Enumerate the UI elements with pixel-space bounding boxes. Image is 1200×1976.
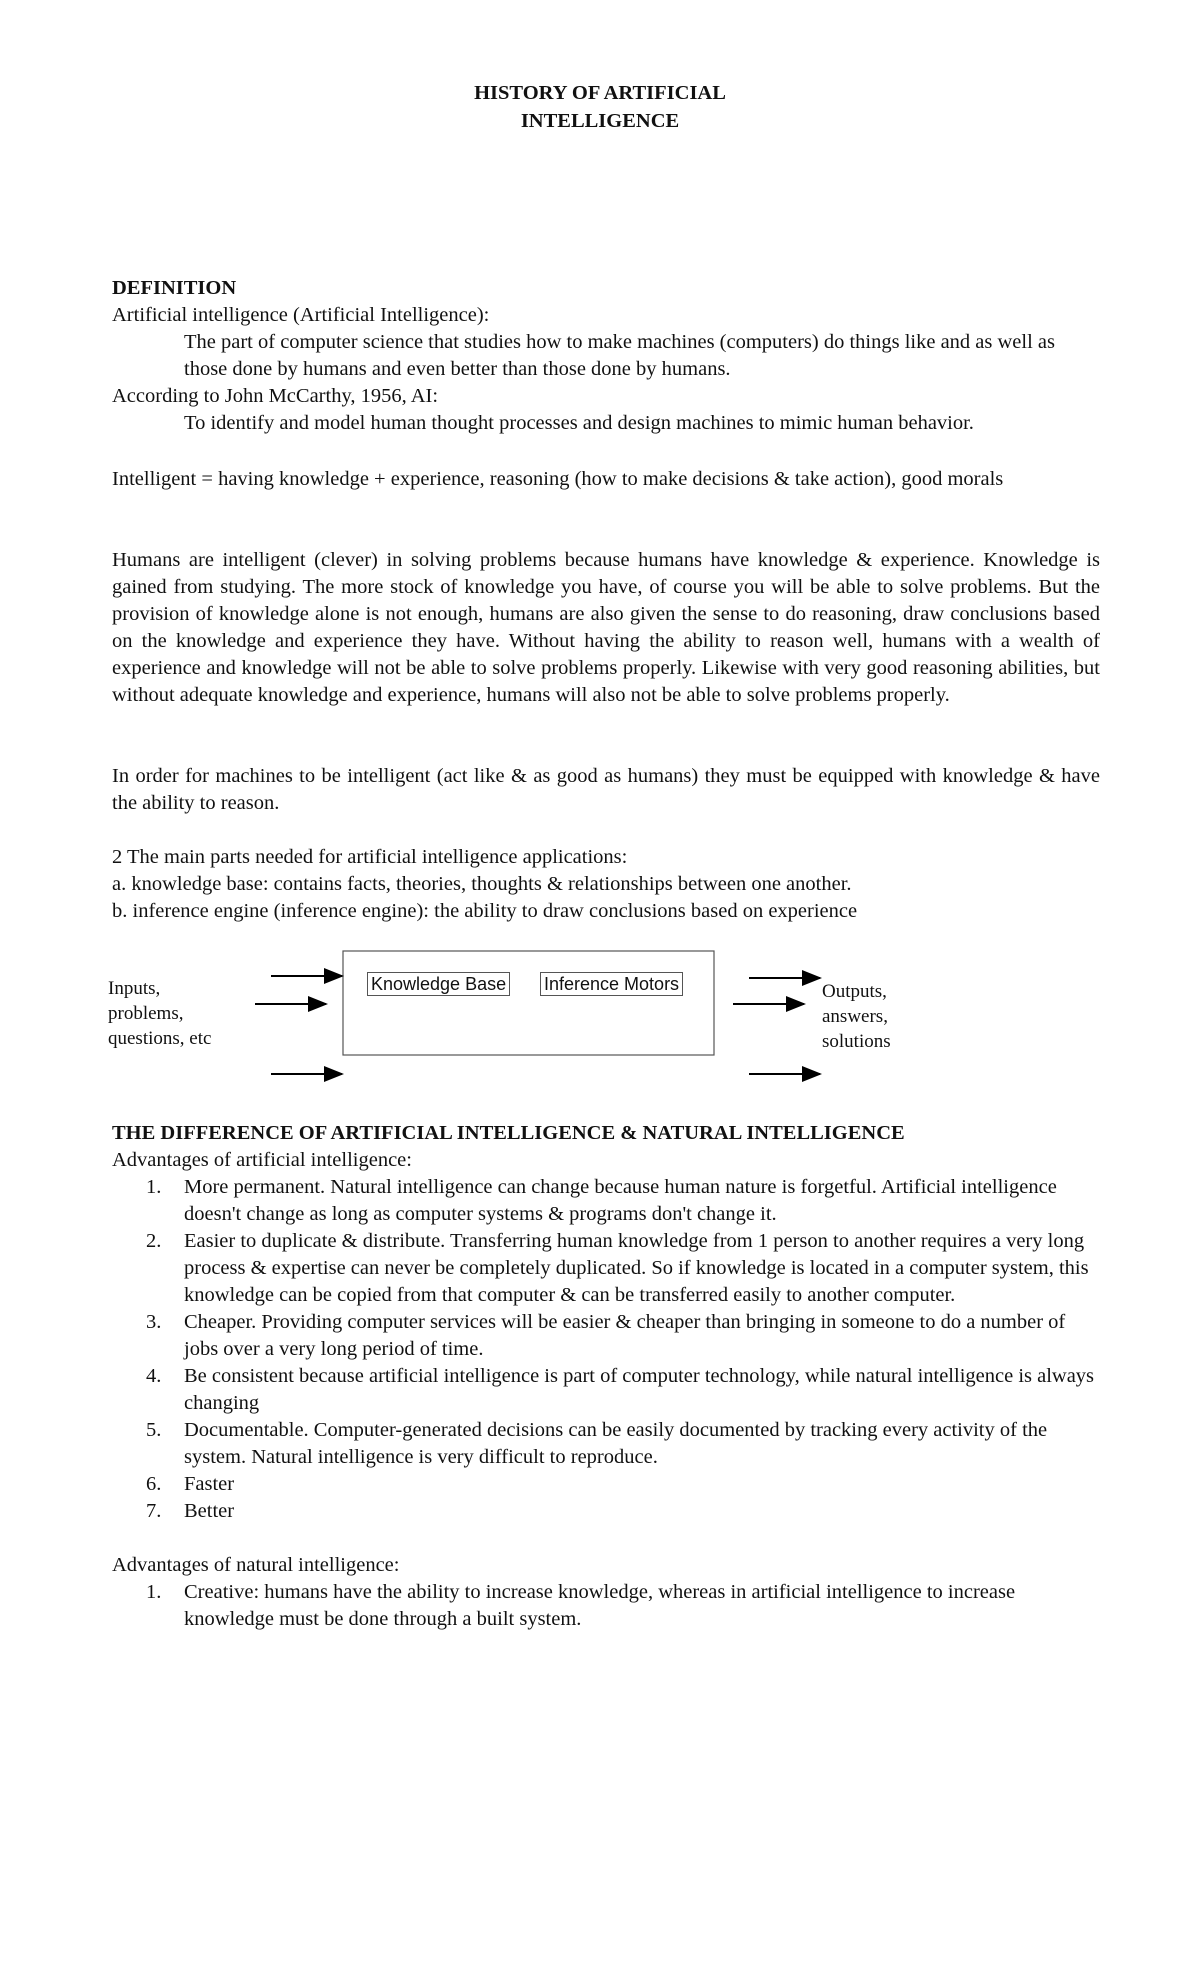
parts-item-b: b. inference engine (inference engine): the ability to draw conclusions based on experience [112, 900, 858, 922]
list-item [112, 1579, 1100, 1633]
diagram-inputs [108, 976, 211, 1051]
humans-paragraph [112, 547, 1100, 709]
intelligent-definition [112, 466, 1100, 493]
definition-term: Artificial intelligence (Artificial Intelligence): [112, 304, 490, 326]
definition-mccarthy: According to John McCarthy, 1956, AI: [112, 385, 439, 407]
list-item-number: 5. [146, 1419, 162, 1441]
machines-text: In order for machines to be intelligent (act like & as good as humans) they must be equipped with knowledge & have the ability to reason. [112, 765, 1100, 814]
intelligent-text: Intelligent = having knowledge + experience, reasoning (how to make decisions & take action), good morals [112, 468, 1004, 490]
list-item [112, 1363, 1100, 1417]
list-item-number: 7. [146, 1500, 162, 1522]
knowledge-base-label: Knowledge Base [367, 972, 510, 996]
inference-motors-label: Inference Motors [540, 972, 683, 996]
difference-section [112, 1120, 1100, 1633]
humans-text: Humans are intelligent (clever) in solving problems because humans have knowledge & experience. Knowledge is gained from studying. The more stock of knowledge you have, of course you will be able to solve problems. But the provision of knowledge alone is not enough, humans are also given the sense to do reasoning, draw conclusions based on the knowledge and experience they have. Without having the ability to reason well, humans with a wealth of experience and knowledge will not be able to solve problems properly. Likewise with very good reasoning abilities, but without adequate knowledge and experience, humans will also not be able to solve problems properly. [112, 549, 1100, 706]
list-item-number: 2. [146, 1230, 162, 1252]
diagram-outputs [822, 979, 891, 1054]
outputs-line-3: solutions [822, 1031, 891, 1052]
list-item-text: Better [184, 1500, 235, 1522]
ai-advantages-title: Advantages of artificial intelligence: [112, 1149, 412, 1171]
definition-section [112, 275, 1100, 437]
definition-term-desc: The part of computer science that studies how to make machines (computers) do things like and as well as those done by humans and even better than those done by humans. [184, 331, 1055, 380]
parts-section [112, 844, 1100, 925]
title-line-1: HISTORY OF ARTIFICIAL [474, 82, 726, 104]
document-title [0, 80, 1200, 136]
parts-item-a: a. knowledge base: contains facts, theories, thoughts & relationships between one another. [112, 873, 852, 895]
outputs-line-1: Outputs, [822, 981, 887, 1002]
list-item [112, 1228, 1100, 1309]
list-item-text: Easier to duplicate & distribute. Transferring human knowledge from 1 person to another requires a very long process & expertise can never be completely duplicated. So if knowledge is located in a computer system, this knowledge can be copied from that computer & can be transferred easily to another computer. [184, 1230, 1089, 1306]
inputs-line-2: problems, [108, 1003, 184, 1024]
list-item-text: More permanent. Natural intelligence can change because human nature is forgetful. Artificial intelligence doesn't change as long as computer systems & programs don't change it. [184, 1176, 1057, 1225]
list-item-number: 3. [146, 1311, 162, 1333]
list-item-number: 6. [146, 1473, 162, 1495]
list-item-number: 4. [146, 1365, 162, 1387]
natural-advantages-list [112, 1579, 1100, 1633]
ai-advantages-list [112, 1174, 1100, 1525]
definition-heading: DEFINITION [112, 277, 237, 299]
parts-intro: 2 The main parts needed for artificial intelligence applications: [112, 846, 628, 868]
list-item [112, 1498, 1100, 1525]
natural-advantages-title: Advantages of natural intelligence: [112, 1554, 400, 1576]
system-box [343, 951, 714, 1055]
title-line-2: INTELLIGENCE [520, 110, 680, 132]
list-item-number: 1. [146, 1581, 162, 1603]
list-item [112, 1417, 1100, 1471]
list-item-text: Faster [184, 1473, 235, 1495]
list-item [112, 1309, 1100, 1363]
list-item-text: Documentable. Computer-generated decisions can be easily documented by tracking every activity of the system. Natural intelligence is very difficult to reproduce. [184, 1419, 1048, 1468]
list-item-text: Cheaper. Providing computer services will be easier & cheaper than bringing in someone to do a number of jobs over a very long period of time. [184, 1311, 1066, 1360]
difference-heading: THE DIFFERENCE OF ARTIFICIAL INTELLIGENCE & NATURAL INTELLIGENCE [112, 1122, 905, 1144]
definition-mccarthy-desc: To identify and model human thought processes and design machines to mimic human behavior. [184, 412, 974, 434]
list-item [112, 1471, 1100, 1498]
list-item-number: 1. [146, 1176, 162, 1198]
machines-paragraph [112, 763, 1100, 817]
list-item-text: Creative: humans have the ability to increase knowledge, whereas in artificial intelligence to increase knowledge must be done through a built system. [184, 1581, 1016, 1630]
list-item-text: Be consistent because artificial intelligence is part of computer technology, while natural intelligence is always changing [184, 1365, 1095, 1414]
outputs-line-2: answers, [822, 1006, 888, 1027]
inputs-line-1: Inputs, [108, 978, 161, 999]
list-item [112, 1174, 1100, 1228]
inputs-line-3: questions, etc [108, 1028, 212, 1049]
